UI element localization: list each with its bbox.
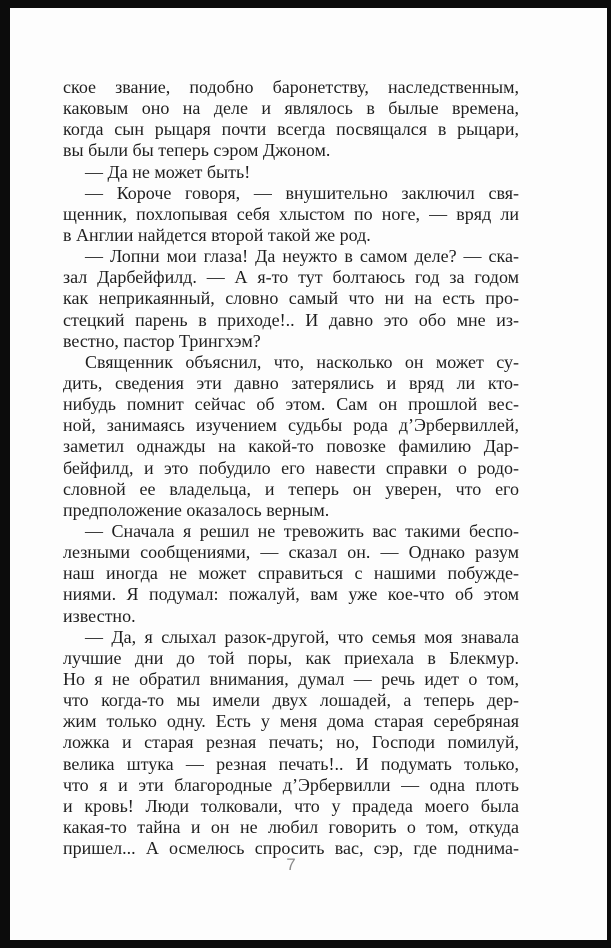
text-line: зал Дарбейфилд. — А я-то тут болтаюсь год за годом [63,267,519,288]
text-line: велика штука — резная печать!.. И подумать только, [63,753,519,774]
page-text [63,77,519,859]
text-line: — Лопни мои глаза! Да неужто в самом деле? — ска- [85,246,519,267]
text-line: Священник объяснил, что, насколько он может су- [85,351,519,372]
text-line: жим только одну. Есть у меня дома старая серебряная [63,711,519,732]
text-line: стецкий парень в приходе!.. И давно это обо мне из- [63,309,519,330]
text-line: вы были бы теперь сэром Джоном. [63,140,331,161]
text-line: наш иногда не может справиться с нашими побужде- [63,563,519,584]
text-line: ной, занимаясь изучением судьбы рода д’Эрбервиллей, [63,415,519,436]
text-line: в Англии найдется второй такой же род. [63,224,371,245]
page-number: 7 [286,855,296,874]
text-line: лезными сообщениями, — сказал он. — Однако разум [63,542,519,563]
text-line: — Да не может быть! [85,161,251,182]
text-line: ниями. Я подумал: пожалуй, вам уже кое-что об этом [63,584,519,605]
text-line: — Короче говоря, — внушительно заключил свя- [85,182,519,203]
text-line: ложка и старая резная печать; но, Господи помилуй, [63,732,519,753]
text-line: — Да, я слыхал разок-другой, что семья моя знавала [85,626,519,647]
text-line: нибудь помнит сейчас об этом. Сам он прошлой вес- [63,394,519,415]
book-page [10,8,607,940]
text-line: каковым оно на деле и являлось в былые времена, [63,98,519,119]
text-line: и кровь! Люди толковали, что у прадеда моего была [63,795,519,816]
text-line: заметил однажды на какой-то повозке фамилию Дар- [63,436,519,457]
text-line: как неприкаянный, словно самый что ни на есть про- [63,288,519,309]
text-line: лучшие дни до той поры, как приехала в Блекмур. [63,647,519,668]
text-line: что я и эти благородные д’Эрбервилли — одна плоть [63,774,519,795]
text-line: словной ее владельца, и теперь он уверен, что его [63,478,519,499]
text-line: Но я не обратил внимания, думал — речь идет о том, [63,668,519,689]
text-line: бейфилд, и это побудило его навести справки о родо- [63,457,519,478]
text-line: предположение оказалось верным. [63,499,330,520]
text-line: — Сначала я решил не тревожить вас такими беспо- [85,520,519,541]
text-line: какая-то тайна и он не любил говорить о том, откуда [63,816,519,837]
text-line: щенник, похлопывая себя хлыстом по ноге, — вряд ли [63,203,519,224]
text-line: известно. [63,605,136,626]
text-line: что когда-то мы имели двух лошадей, а теперь дер- [63,690,519,711]
text-line: ское звание, подобно баронетству, наследственным, [63,77,519,97]
text-line: дить, сведения эти давно затерялись и вряд ли кто- [63,372,519,393]
text-line: пришел... А осмелюсь спросить вас, сэр, где поднима- [63,838,519,859]
text-line: когда сын рыцаря почти всегда посвящался в рыцари, [63,119,519,140]
text-line: вестно, пастор Трингхэм? [63,330,261,351]
